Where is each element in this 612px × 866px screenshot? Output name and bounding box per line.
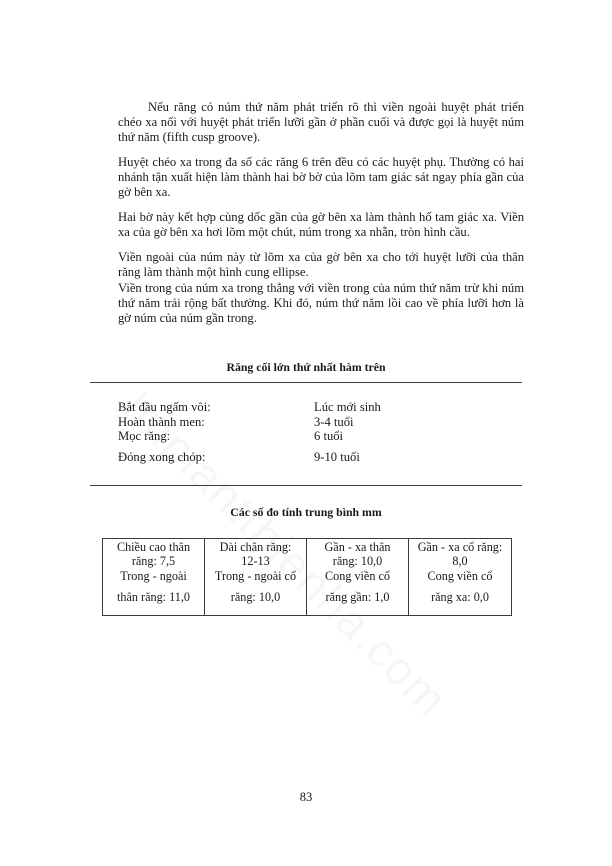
measurements-title: Các số đo tính trung bình mm [230, 505, 382, 519]
chronology-list [118, 400, 438, 464]
paragraph-text: Nếu răng có núm thứ năm phát triển rõ thì viền ngoài huyệt phát triển chéo xa nối với huyệt phát triển lưỡi gần ở phần cuối và được gọi là huyệt núm thứ năm (fifth cusp groove). [118, 100, 524, 145]
measurements-cell [103, 539, 205, 615]
cell-line: thân răng: 11,0 [117, 590, 190, 605]
divider-top [90, 382, 522, 383]
chronology-value: 3-4 tuổi [314, 414, 354, 429]
chronology-row [118, 400, 438, 415]
cell-line: răng: 7,5 [131, 554, 176, 569]
paragraph-text: Viền trong của núm xa trong thẳng với viền trong của núm thứ năm trừ khi núm thứ năm trải rộng bất thường. Khi đó, núm thứ năm lồi cao về phía lưỡi hơn là gờ núm của núm gần trong. [118, 281, 524, 326]
paragraph-text: Hai bờ này kết hợp cùng dốc gần của gờ bên xa làm thành hố tam giác xa. Viền xa của gờ bên xa hơi lõm một chút, núm trong xa nhẵn, tròn hình cầu. [118, 210, 524, 240]
chronology-label: Bắt đầu ngấm vôi: [118, 400, 211, 414]
cell-line: Gần - xa thân [324, 540, 391, 554]
page-number: 83 [299, 790, 313, 804]
paragraph-ellipse-arc [118, 250, 524, 280]
cell-line: Cong viền cổ [325, 568, 390, 583]
cell-line: Trong - ngoài cổ [214, 568, 297, 583]
cell-line: 12-13 [241, 554, 270, 569]
paragraph-triangular-fossa [118, 210, 524, 240]
paragraph-fifth-cusp [118, 100, 524, 146]
paragraph-text: Viền ngoài của núm này từ lõm xa của gờ bên xa cho tới huyệt lưỡi của thân răng làm thành một hình cung ellipse. [118, 250, 524, 280]
cell-line: Gần - xa cổ răng: [417, 540, 503, 554]
cell-line: Trong - ngoài [120, 568, 187, 583]
chronology-row [118, 415, 438, 430]
measurements-cell [409, 539, 511, 615]
measurements-cell [307, 539, 409, 615]
chronology-label: Đóng xong chóp: [118, 449, 206, 464]
chronology-label: Mọc răng: [118, 429, 171, 444]
divider-bottom [90, 485, 522, 486]
measurements-table [102, 538, 512, 616]
cell-line: răng xa: 0,0 [431, 590, 489, 605]
cell-line: Chiều cao thân [116, 540, 191, 554]
cell-line: răng: 10,0 [332, 554, 383, 569]
paragraph-text: Huyệt chéo xa trong đa số các răng 6 trên đều có các huyệt phụ. Thường có hai nhánh tận xuất hiện làm thành hai bờ bờ của lõm tam giác sát ngay phía gần của gờ bên xa. [118, 155, 524, 200]
cell-line: răng: 10,0 [230, 590, 281, 605]
cell-line: răng gần: 1,0 [325, 590, 390, 605]
cell-line: Cong viền cổ [427, 568, 493, 583]
paragraph-inner-outline [118, 281, 524, 327]
paragraph-accessory-grooves [118, 155, 524, 201]
chronology-label: Hoàn thành men: [118, 414, 205, 429]
chronology-title: Răng cối lớn thứ nhất hàm trên [226, 360, 386, 374]
chronology-value: 6 tuổi [314, 429, 344, 444]
measurements-cell [205, 539, 307, 615]
cell-line: 8,0 [452, 554, 468, 569]
chronology-value: 9-10 tuổi [314, 449, 360, 464]
chronology-value: Lúc mới sinh [314, 400, 381, 414]
cell-line: Dài chân răng: [219, 540, 292, 554]
chronology-row [118, 429, 438, 444]
chronology-row [118, 450, 438, 465]
